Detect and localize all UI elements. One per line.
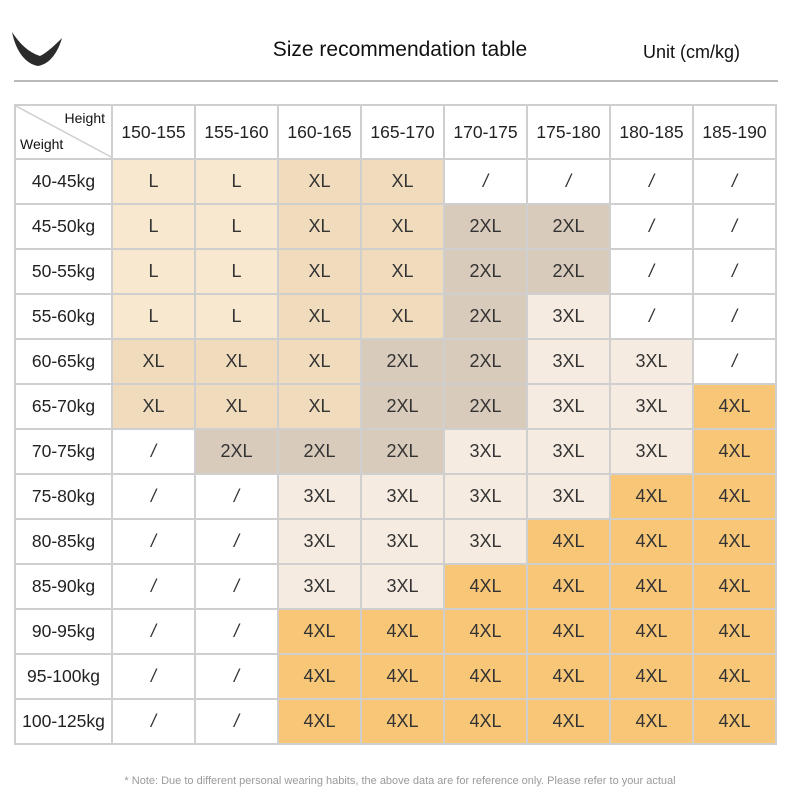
size-cell: 4XL bbox=[693, 519, 776, 564]
weight-row-label: 90-95kg bbox=[15, 609, 112, 654]
size-cell: / bbox=[610, 294, 693, 339]
size-cell: XL bbox=[278, 339, 361, 384]
size-cell: / bbox=[112, 474, 195, 519]
weight-row-label: 80-85kg bbox=[15, 519, 112, 564]
size-cell: XL bbox=[361, 294, 444, 339]
size-cell: 3XL bbox=[610, 429, 693, 474]
size-cell: 2XL bbox=[444, 204, 527, 249]
page-title: Size recommendation table bbox=[272, 38, 528, 61]
size-cell: / bbox=[195, 564, 278, 609]
size-cell: 4XL bbox=[527, 519, 610, 564]
size-cell: 3XL bbox=[278, 474, 361, 519]
size-cell: 3XL bbox=[444, 519, 527, 564]
size-cell: 4XL bbox=[693, 429, 776, 474]
size-cell: XL bbox=[112, 339, 195, 384]
size-cell: 3XL bbox=[610, 384, 693, 429]
size-table-body bbox=[15, 159, 776, 744]
table-row bbox=[15, 654, 776, 699]
size-cell: 4XL bbox=[693, 699, 776, 744]
weight-row-label: 55-60kg bbox=[15, 294, 112, 339]
weight-row-label: 60-65kg bbox=[15, 339, 112, 384]
size-cell: 3XL bbox=[527, 294, 610, 339]
size-cell: 3XL bbox=[527, 429, 610, 474]
size-cell: / bbox=[444, 159, 527, 204]
size-cell: 4XL bbox=[610, 609, 693, 654]
size-table bbox=[14, 104, 777, 745]
size-cell: 4XL bbox=[278, 654, 361, 699]
size-cell: 2XL bbox=[444, 384, 527, 429]
size-cell: / bbox=[527, 159, 610, 204]
table-row bbox=[15, 474, 776, 519]
size-cell: 3XL bbox=[527, 474, 610, 519]
size-cell: L bbox=[195, 249, 278, 294]
size-cell: 3XL bbox=[361, 474, 444, 519]
table-row bbox=[15, 294, 776, 339]
weight-row-label: 45-50kg bbox=[15, 204, 112, 249]
table-row bbox=[15, 159, 776, 204]
size-cell: L bbox=[195, 159, 278, 204]
size-cell: 2XL bbox=[361, 429, 444, 474]
size-cell: XL bbox=[361, 204, 444, 249]
size-cell: XL bbox=[278, 159, 361, 204]
height-header-cell: 170-175 bbox=[444, 105, 527, 159]
size-cell: 4XL bbox=[444, 654, 527, 699]
table-row bbox=[15, 249, 776, 294]
size-cell: 4XL bbox=[444, 564, 527, 609]
size-cell: 2XL bbox=[444, 294, 527, 339]
size-cell: / bbox=[195, 474, 278, 519]
size-cell: L bbox=[195, 294, 278, 339]
weight-row-label: 50-55kg bbox=[15, 249, 112, 294]
size-cell: 2XL bbox=[527, 204, 610, 249]
size-cell: 2XL bbox=[278, 429, 361, 474]
size-cell: 3XL bbox=[527, 339, 610, 384]
size-cell: 4XL bbox=[361, 609, 444, 654]
table-row bbox=[15, 339, 776, 384]
size-cell: / bbox=[195, 609, 278, 654]
size-cell: / bbox=[112, 564, 195, 609]
weight-row-label: 40-45kg bbox=[15, 159, 112, 204]
size-cell: 4XL bbox=[610, 654, 693, 699]
size-cell: 4XL bbox=[693, 609, 776, 654]
size-cell: L bbox=[112, 204, 195, 249]
size-cell: / bbox=[195, 699, 278, 744]
table-corner-cell bbox=[15, 105, 112, 159]
height-header-cell: 185-190 bbox=[693, 105, 776, 159]
size-cell: XL bbox=[361, 249, 444, 294]
size-cell: 4XL bbox=[527, 564, 610, 609]
size-cell: 4XL bbox=[610, 564, 693, 609]
table-row bbox=[15, 564, 776, 609]
size-cell: / bbox=[610, 249, 693, 294]
size-cell: 4XL bbox=[693, 384, 776, 429]
height-header-cell: 155-160 bbox=[195, 105, 278, 159]
table-row bbox=[15, 519, 776, 564]
weight-row-label: 75-80kg bbox=[15, 474, 112, 519]
corner-weight-label: Weight bbox=[20, 136, 64, 152]
height-header-cell: 150-155 bbox=[112, 105, 195, 159]
weight-row-label: 65-70kg bbox=[15, 384, 112, 429]
size-cell: L bbox=[112, 294, 195, 339]
size-cell: / bbox=[195, 519, 278, 564]
size-cell: / bbox=[693, 339, 776, 384]
size-cell: XL bbox=[278, 294, 361, 339]
corner-height-label: Height bbox=[64, 110, 105, 126]
size-cell: 3XL bbox=[278, 564, 361, 609]
size-cell: / bbox=[112, 609, 195, 654]
size-cell: 4XL bbox=[527, 699, 610, 744]
size-cell: 4XL bbox=[610, 699, 693, 744]
size-cell: 4XL bbox=[693, 564, 776, 609]
size-cell: 2XL bbox=[195, 429, 278, 474]
table-row bbox=[15, 609, 776, 654]
size-cell: / bbox=[112, 519, 195, 564]
weight-row-label: 70-75kg bbox=[15, 429, 112, 474]
size-cell: / bbox=[693, 204, 776, 249]
size-cell: XL bbox=[195, 339, 278, 384]
size-cell: 2XL bbox=[361, 339, 444, 384]
size-cell: 2XL bbox=[361, 384, 444, 429]
weight-row-label: 100-125kg bbox=[15, 699, 112, 744]
size-cell: 2XL bbox=[444, 249, 527, 294]
weight-row-label: 95-100kg bbox=[15, 654, 112, 699]
height-header-cell: 175-180 bbox=[527, 105, 610, 159]
size-cell: 4XL bbox=[278, 699, 361, 744]
size-cell: 4XL bbox=[610, 519, 693, 564]
size-cell: 4XL bbox=[444, 699, 527, 744]
size-cell: / bbox=[693, 159, 776, 204]
size-cell: 4XL bbox=[693, 474, 776, 519]
size-cell: 3XL bbox=[444, 474, 527, 519]
size-cell: 3XL bbox=[361, 519, 444, 564]
height-header-cell: 160-165 bbox=[278, 105, 361, 159]
size-cell: 3XL bbox=[278, 519, 361, 564]
size-cell: 2XL bbox=[444, 339, 527, 384]
height-header-row bbox=[15, 105, 776, 159]
table-row bbox=[15, 384, 776, 429]
size-cell: L bbox=[112, 249, 195, 294]
height-header-cell: 180-185 bbox=[610, 105, 693, 159]
size-cell: 4XL bbox=[361, 699, 444, 744]
size-cell: / bbox=[112, 699, 195, 744]
footer-note: * Note: Due to different personal wearing habits, the above data are for reference only. Please refer to your actual bbox=[124, 775, 676, 787]
size-cell: / bbox=[195, 654, 278, 699]
table-row bbox=[15, 429, 776, 474]
table-row bbox=[15, 699, 776, 744]
size-cell: 3XL bbox=[361, 564, 444, 609]
size-cell: XL bbox=[278, 204, 361, 249]
size-cell: XL bbox=[195, 384, 278, 429]
size-cell: 4XL bbox=[278, 609, 361, 654]
size-cell: L bbox=[112, 159, 195, 204]
size-cell: / bbox=[112, 429, 195, 474]
unit-label: Unit (cm/kg) bbox=[642, 42, 740, 62]
table-row bbox=[15, 204, 776, 249]
height-header-cell: 165-170 bbox=[361, 105, 444, 159]
size-cell: 3XL bbox=[444, 429, 527, 474]
size-cell: / bbox=[610, 204, 693, 249]
size-cell: XL bbox=[278, 384, 361, 429]
size-cell: / bbox=[112, 654, 195, 699]
size-cell: / bbox=[610, 159, 693, 204]
size-cell: 4XL bbox=[693, 654, 776, 699]
size-cell: 4XL bbox=[527, 609, 610, 654]
size-cell: 4XL bbox=[527, 654, 610, 699]
size-cell: 4XL bbox=[361, 654, 444, 699]
header-divider bbox=[14, 80, 778, 82]
size-cell: 4XL bbox=[444, 609, 527, 654]
size-cell: 2XL bbox=[527, 249, 610, 294]
size-cell: 3XL bbox=[610, 339, 693, 384]
size-cell: / bbox=[693, 249, 776, 294]
size-cell: XL bbox=[278, 249, 361, 294]
size-cell: XL bbox=[112, 384, 195, 429]
weight-row-label: 85-90kg bbox=[15, 564, 112, 609]
size-cell: L bbox=[195, 204, 278, 249]
size-cell: 3XL bbox=[527, 384, 610, 429]
size-cell: XL bbox=[361, 159, 444, 204]
size-cell: 4XL bbox=[610, 474, 693, 519]
size-cell: / bbox=[693, 294, 776, 339]
